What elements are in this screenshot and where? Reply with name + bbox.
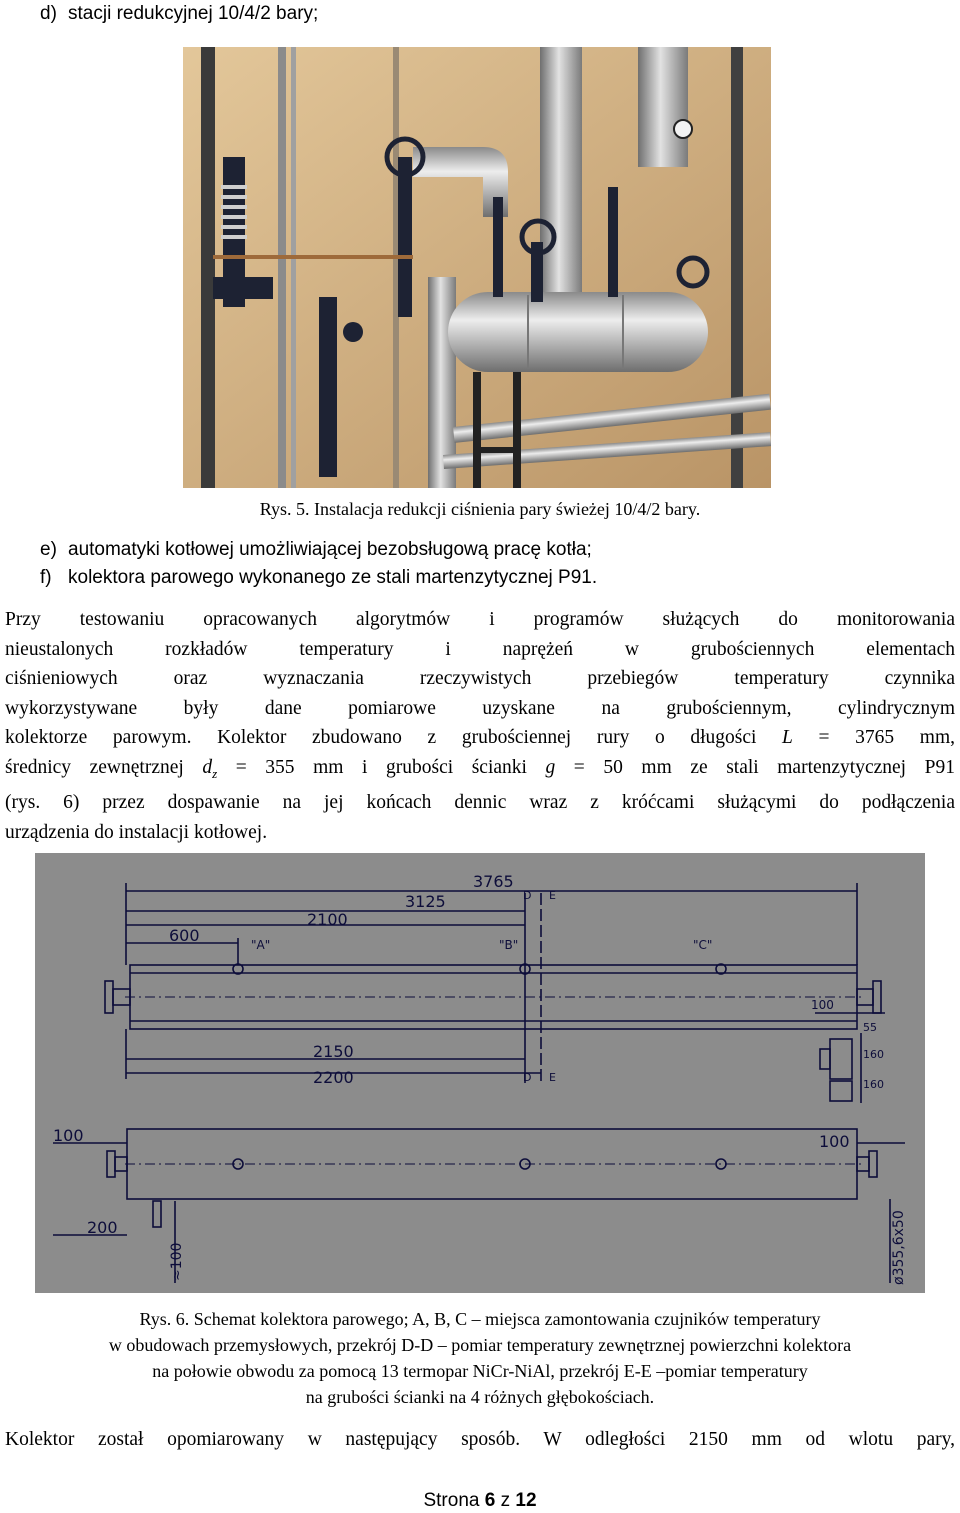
- list-marker: e): [40, 539, 57, 560]
- dim-600: 600: [169, 926, 200, 945]
- dim-3765: 3765: [473, 872, 514, 891]
- figure-6-caption: [0, 1306, 960, 1410]
- mark-b: "B": [499, 938, 519, 952]
- dim-3125: 3125: [405, 892, 446, 911]
- paragraph-line: (rys. 6) przez dospawanie na jej końcach dennic wraz z króćcami służącymi do podłączenia: [5, 792, 955, 814]
- caption-line: w obudowach przemysłowych, przekrój D-D – pomiar temperatury zewnętrznej powierzchni kolektora: [108, 1335, 852, 1355]
- symbol-subscript: z: [212, 765, 218, 781]
- photo-illustration: [183, 47, 771, 488]
- paragraph-line: ciśnieniowych oraz wyznaczania rzeczywistych przebiegów temperatury czynnika: [5, 668, 955, 690]
- paragraph-line: wykorzystywane były dane pomiarowe uzyskane na grubościennym, cylindrycznym: [5, 697, 955, 719]
- list-text: automatyki kotłowej umożliwiającej bezobsługową pracę kotła;: [68, 539, 592, 560]
- paragraph-line: [5, 753, 955, 788]
- paragraph-collector-description: [5, 605, 955, 848]
- symbol-length: L: [782, 727, 793, 749]
- drawing-svg: [35, 853, 925, 1293]
- paragraph-line: [5, 723, 955, 753]
- symbol-diameter: d: [202, 756, 213, 778]
- symbol-thickness: g: [545, 756, 556, 778]
- paragraph-line: urządzenia do instalacji kotłowej.: [5, 822, 268, 844]
- dim-100-left: 100: [53, 1126, 84, 1145]
- page-footer: [0, 1490, 960, 1512]
- text-run: = 50 mm ze stali martenzytycznej P91: [555, 756, 955, 778]
- dim-2100: 2100: [307, 910, 348, 929]
- page-total: 12: [515, 1490, 537, 1511]
- dim-160-a: 160: [863, 1048, 884, 1061]
- caption-line: na połowie obwodu za pomocą 13 termopar NiCr-NiAl, przekrój E-E –pomiar temperatury: [152, 1361, 808, 1381]
- dim-100-top: 100: [811, 998, 834, 1012]
- dim-200: 200: [87, 1218, 118, 1237]
- paragraph-line: Kolektor został opomiarowany w następujący sposób. W odległości 2150 mm od wlotu pary,: [5, 1429, 955, 1450]
- paragraph-measurement: [5, 1425, 955, 1455]
- dim-diameter: ø355,6x50: [891, 1210, 907, 1285]
- collector-technical-drawing: [35, 853, 925, 1293]
- list-item-e: [40, 539, 592, 561]
- list-marker: d): [40, 3, 57, 24]
- text-run: = 355 mm i grubości ścianki: [217, 756, 546, 778]
- list-text: kolektora parowego wykonanego ze stali martenzytycznej P91.: [68, 567, 598, 588]
- section-d-bottom: D: [523, 1071, 532, 1084]
- list-item-f: [40, 567, 597, 589]
- footer-prefix: Strona: [423, 1490, 485, 1511]
- section-e-top: E: [549, 889, 556, 902]
- text-run: = 3765 mm,: [792, 727, 955, 749]
- section-e-bottom: E: [549, 1071, 556, 1084]
- caption-line: Rys. 6. Schemat kolektora parowego; A, B, C – miejsca zamontowania czujników temperatury: [139, 1309, 821, 1329]
- paragraph-line: nieustalonych rozkładów temperatury i naprężeń w grubościennych elementach: [5, 638, 955, 660]
- dim-2200: 2200: [313, 1068, 354, 1087]
- mark-c: "C": [693, 938, 713, 952]
- figure-5-caption: Rys. 5. Instalacja redukcji ciśnienia pary świeżej 10/4/2 bary.: [259, 499, 701, 519]
- footer-separator: z: [495, 1490, 516, 1511]
- mark-a: "A": [251, 938, 271, 952]
- text-run: kolektorze parowym. Kolektor zbudowano z grubościennej rury o długości: [5, 727, 783, 749]
- list-text: stacji redukcyjnej 10/4/2 bary;: [68, 3, 319, 24]
- dim-100-right: 100: [819, 1132, 850, 1151]
- paragraph-line: Przy testowaniu opracowanych algorytmów i programów służących do monitorowania: [5, 609, 955, 630]
- dim-2150: 2150: [313, 1042, 354, 1061]
- section-d-top: D: [523, 889, 532, 902]
- dim-160-b: 160: [863, 1078, 884, 1091]
- caption-line: na grubości ścianki na 4 różnych głębokościach.: [305, 1387, 655, 1407]
- dim-approx-100: ≈100: [169, 1242, 185, 1281]
- dim-55: 55: [863, 1021, 877, 1034]
- list-marker: f): [40, 567, 52, 588]
- list-item-d: [40, 3, 318, 25]
- text-run: średnicy zewnętrznej: [5, 756, 203, 778]
- photo-pressure-reduction-installation: [183, 47, 771, 488]
- page-number: 6: [484, 1490, 496, 1511]
